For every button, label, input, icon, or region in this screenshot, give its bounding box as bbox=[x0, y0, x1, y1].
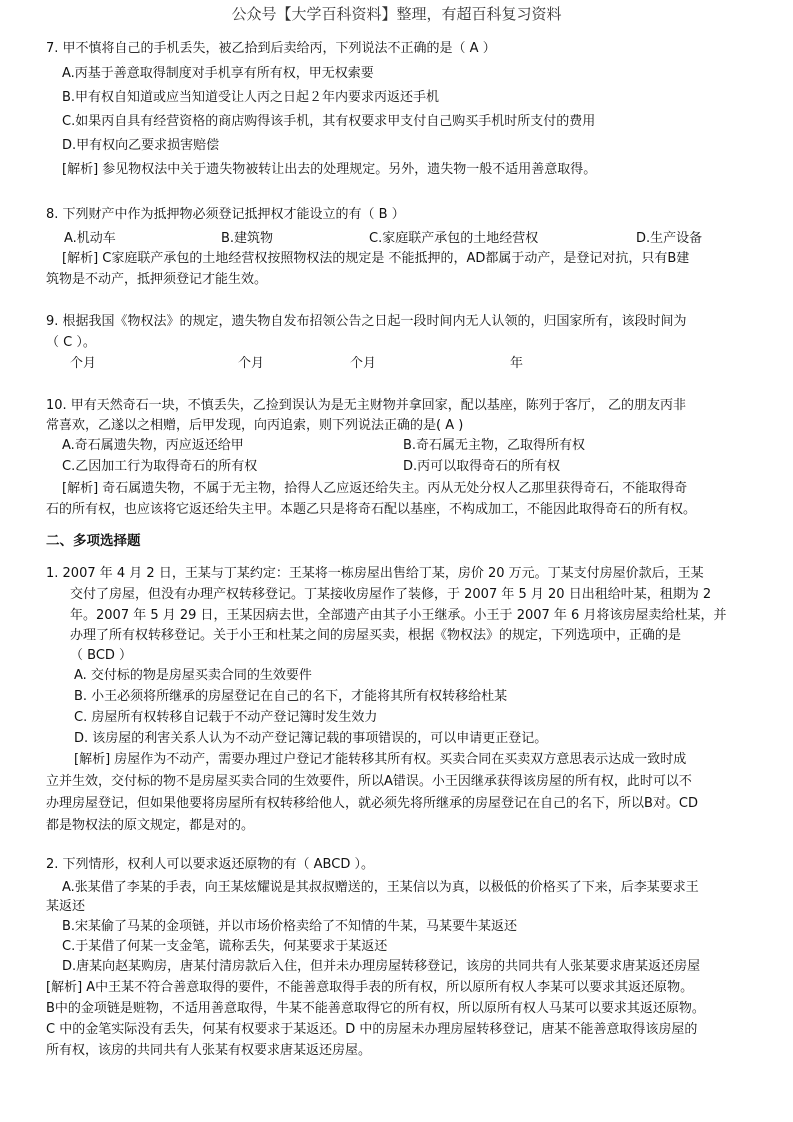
q8-option-a: A.机动车 bbox=[64, 231, 116, 246]
q10-option-d: D.丙可以取得奇石的所有权 bbox=[403, 459, 561, 474]
q10-option-b: B.奇石属无主物，乙取得所有权 bbox=[403, 438, 586, 453]
mq1-answer: （ BCD ） bbox=[70, 648, 133, 663]
q10-analysis-line-1: [解析] 奇石属遗失物，不属于无主物，拾得人乙应返还给失主。丙从无处分权人乙那里获得奇石，不能取得奇 bbox=[62, 481, 688, 496]
mq2-stem: 2. 下列情形，权利人可以要求返还原物的有（ ABCD ）。 bbox=[46, 857, 374, 872]
q10-stem-line-2: 常喜欢，乙遂以之相赠，后甲发现，向丙追索，则下列说法正确的是( A ) bbox=[46, 418, 464, 433]
mq2-option-d: D.唐某向赵某购房，唐某付清房款后入住，但并未办理房屋转移登记，该房的共同共有人张某要求唐某返还房屋 bbox=[62, 959, 701, 974]
mq1-option-c: C. 房屋所有权转移自记载于不动产登记簿时发生效力 bbox=[74, 710, 378, 725]
mq2-analysis-line-3: C 中的金笔实际没有丢失，何某有权要求于某返还。D 中的房屋未办理房屋转移登记，唐某不能善意取得该房屋的 bbox=[46, 1022, 698, 1037]
mq1-option-b: B. 小王必须将所继承的房屋登记在自己的名下，才能将其所有权转移给杜某 bbox=[74, 689, 508, 704]
mq1-analysis-line-1: [解析] 房屋作为不动产，需要办理过户登记才能转移其所有权。买卖合同在买卖双方意思表示达成一致时成 bbox=[74, 752, 687, 767]
section-title: 二、多项选择题 bbox=[46, 533, 141, 549]
q8-analysis-line-1: [解析] C家庭联产承包的土地经营权按照物权法的规定是 不能抵押的，AD都属于动产，是登记对抗，只有B建 bbox=[62, 251, 690, 266]
q7-option-d: D.甲有权向乙要求损害赔偿 bbox=[62, 138, 220, 153]
mq2-option-a-line-2: 某返还 bbox=[46, 899, 86, 914]
mq1-stem-line-3: 年。2007 年 5 月 29 日，王某因病去世，全部遗产由其子小王继承。小王于 2007 年 6 月将该房屋卖给杜某，并 bbox=[70, 608, 727, 623]
q9-option-2: 个月 bbox=[238, 356, 265, 371]
q9-stem-line-1: 9. 根据我国《物权法》的规定，遗失物自发布招领公告之日起一段时间内无人认领的，归国家所有，该段时间为 bbox=[46, 314, 687, 329]
q9-option-3: 个月 bbox=[350, 356, 377, 371]
mq1-option-a: A. 交付标的物是房屋买卖合同的生效要件 bbox=[74, 668, 312, 683]
mq1-analysis-line-2: 立并生效，交付标的物不是房屋买卖合同的生效要件，所以A错误。小王因继承获得该房屋的所有权，此时可以不 bbox=[46, 774, 692, 789]
q7-option-c: C.如果丙自具有经营资格的商店购得该手机，其有权要求甲支付自己购买手机时所支付的费用 bbox=[62, 114, 596, 129]
mq1-stem-line-4: 办理了所有权转移登记。关于小王和杜某之间的房屋买卖，根据《物权法》的规定，下列选项中，正确的是 bbox=[70, 628, 682, 643]
q8-stem: 8. 下列财产中作为抵押物必须登记抵押权才能设立的有（ B ） bbox=[46, 207, 405, 222]
mq1-stem-line-1: 1. 2007 年 4 月 2 日，王某与丁某约定：王某将一栋房屋出售给丁某，房价 20 万元。丁某支付房屋价款后，王某 bbox=[46, 566, 704, 581]
q7-analysis: [解析] 参见物权法中关于遗失物被转让出去的处理规定。另外，遗失物一般不适用善意取得。 bbox=[62, 162, 597, 177]
mq2-option-c: C.于某借了何某一支金笔，谎称丢失，何某要求于某返还 bbox=[62, 939, 388, 954]
q10-stem-line-1: 10. 甲有天然奇石一块，不慎丢失，乙捡到误认为是无主财物并拿回家，配以基座，陈列于客厅， 乙的朋友丙非 bbox=[46, 398, 686, 413]
q8-option-d: D.生产设备 bbox=[636, 231, 703, 246]
q10-option-a: A.奇石属遗失物，丙应返还给甲 bbox=[62, 438, 244, 453]
q8-analysis-line-2: 筑物是不动产，抵押须登记才能生效。 bbox=[46, 272, 268, 287]
q10-analysis-line-2: 石的所有权，也应该将它返还给失主甲。本题乙只是将奇石配以基座，不构成加工，不能因此取得奇石的所有权。 bbox=[46, 502, 697, 517]
mq2-analysis-line-1: [解析] A中王某不符合善意取得的要件，不能善意取得手表的所有权，所以原所有权人李某可以要求其返还原物。 bbox=[46, 980, 694, 995]
q7-stem: 7. 甲不慎将自己的手机丢失，被乙拾到后卖给丙，下列说法不正确的是（ A ） bbox=[46, 41, 496, 56]
mq1-option-d: D. 该房屋的利害关系人认为不动产登记簿记载的事项错误的，可以申请更正登记。 bbox=[74, 731, 548, 746]
q8-option-b: B.建筑物 bbox=[221, 231, 274, 246]
q10-option-c: C.乙因加工行为取得奇石的所有权 bbox=[62, 459, 258, 474]
mq2-analysis-line-4: 所有权，该房的共同共有人张某有权要求唐某返还房屋。 bbox=[46, 1043, 372, 1058]
mq2-analysis-line-2: B中的金项链是赃物，不适用善意取得，牛某不能善意取得它的所有权，所以原所有权人马某可以要求其返还原物。 bbox=[46, 1001, 705, 1016]
mq1-analysis-line-4: 都是物权法的原文规定，都是对的。 bbox=[46, 818, 255, 833]
q9-option-1: 个月 bbox=[70, 356, 97, 371]
q9-option-4: 年 bbox=[510, 356, 524, 371]
mq2-option-a-line-1: A.张某借了李某的手表，向王某炫耀说是其叔叔赠送的，王某信以为真，以极低的价格买了下来，后李某要求王 bbox=[62, 880, 699, 895]
q7-option-b: B.甲有权自知道或应当知道受让人丙之日起２年内要求丙返还手机 bbox=[62, 90, 440, 105]
q8-option-c: C.家庭联产承包的土地经营权 bbox=[369, 231, 539, 246]
q7-option-a: A.丙基于善意取得制度对手机享有所有权，甲无权索要 bbox=[62, 66, 374, 81]
mq2-option-b: B.宋某偷了马某的金项链，并以市场价格卖给了不知情的牛某，马某要牛某返还 bbox=[62, 919, 518, 934]
mq1-stem-line-2: 交付了房屋，但没有办理产权转移登记。丁某接收房屋作了装修，于 2007 年 5 月 20 日出租给叶某，租期为 2 bbox=[70, 587, 712, 602]
mq1-analysis-line-3: 办理房屋登记，但如果他要将房屋所有权转移给他人，就必须先将所继承的房屋登记在自己的名下，所以B对。CD bbox=[46, 796, 699, 811]
q9-stem-line-2: （ C ）。 bbox=[46, 335, 96, 350]
page-header: 公众号【大学百科资料】整理，有超百科复习资料 bbox=[231, 5, 562, 23]
